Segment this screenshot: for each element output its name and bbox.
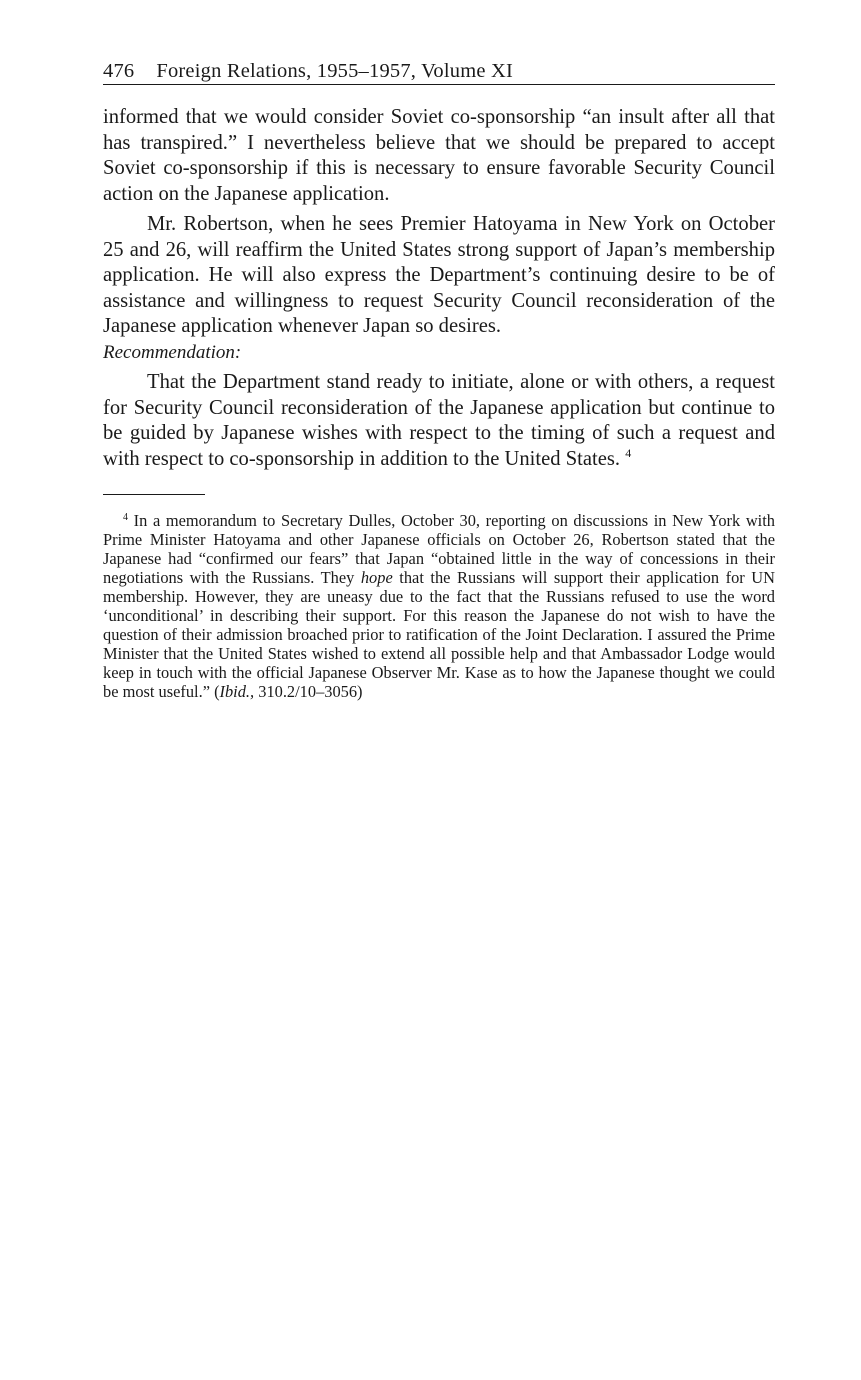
footnote-marker: 4 [123, 512, 128, 523]
page-number: 476 [103, 60, 135, 82]
paragraph-robertson: Mr. Robertson, when he sees Premier Hatoyama in New York on October 25 and 26, will reaffirm the United States strong support of Japan’s membership application. He will also express the Department’s continuing desire to be of assistance and willingness to request Security Council reconsideration of the Japanese application whenever Japan so desires. [103, 213, 775, 337]
footnote-text-part1: In a memorandum to Secretary Dulles, October 30, reporting on discussions in New York with Prime Minister Hatoyama and other Japanese officials on October 26, Robertson stated that the Japanese had “confirmed our fears” that Japan “obtained little in the way of concessions in their negotiations with the Russians. They [103, 511, 775, 587]
footnote-citation-ibid: Ibid., [219, 682, 255, 701]
recommendation-paragraph [103, 370, 775, 472]
paragraph-continued: informed that we would consider Soviet co-sponsorship “an insult after all that has transpired.” I nevertheless believe that we should be prepared to accept Soviet co-sponsorship if this is necessary to ensure favorable Security Council action on the Japanese application. [103, 106, 775, 205]
footnote [103, 511, 775, 701]
footnote-divider [103, 494, 205, 495]
footnote-citation-file: 310.2/10–3056) [258, 682, 363, 701]
footnote-reference[interactable]: 4 [625, 445, 632, 460]
footnote-emphasis: hope [360, 568, 393, 587]
footnote-paragraph [103, 511, 775, 701]
recommendation-heading: Recommendation: [103, 341, 242, 363]
running-header [103, 58, 775, 85]
main-text [103, 105, 775, 472]
volume-title: Foreign Relations, 1955–1957, Volume XI [156, 60, 514, 82]
document-page [103, 58, 775, 701]
recommendation-text: That the Department stand ready to initiate, alone or with others, a request for Security Council reconsideration of the Japanese application but continue to be guided by Japanese wishes with respect to the timing of such a request and with respect to co-sponsorship in addition to the United States. [103, 371, 775, 470]
footnote-text-part2: that the Russians will support their application for UN membership. However, they are uneasy due to the fact that the Russians refused to use the word ‘unconditional’ in describing their support. For this reason the Japanese do not wish to have the question of their admission broached prior to ratification of the Joint Declaration. I assured the Prime Minister that the United States wished to extend all possible help and that Ambassador Lodge would keep in touch with the official Japanese Observer Mr. Kase as to how the Japanese thought we could be most useful.” ( [103, 568, 775, 701]
